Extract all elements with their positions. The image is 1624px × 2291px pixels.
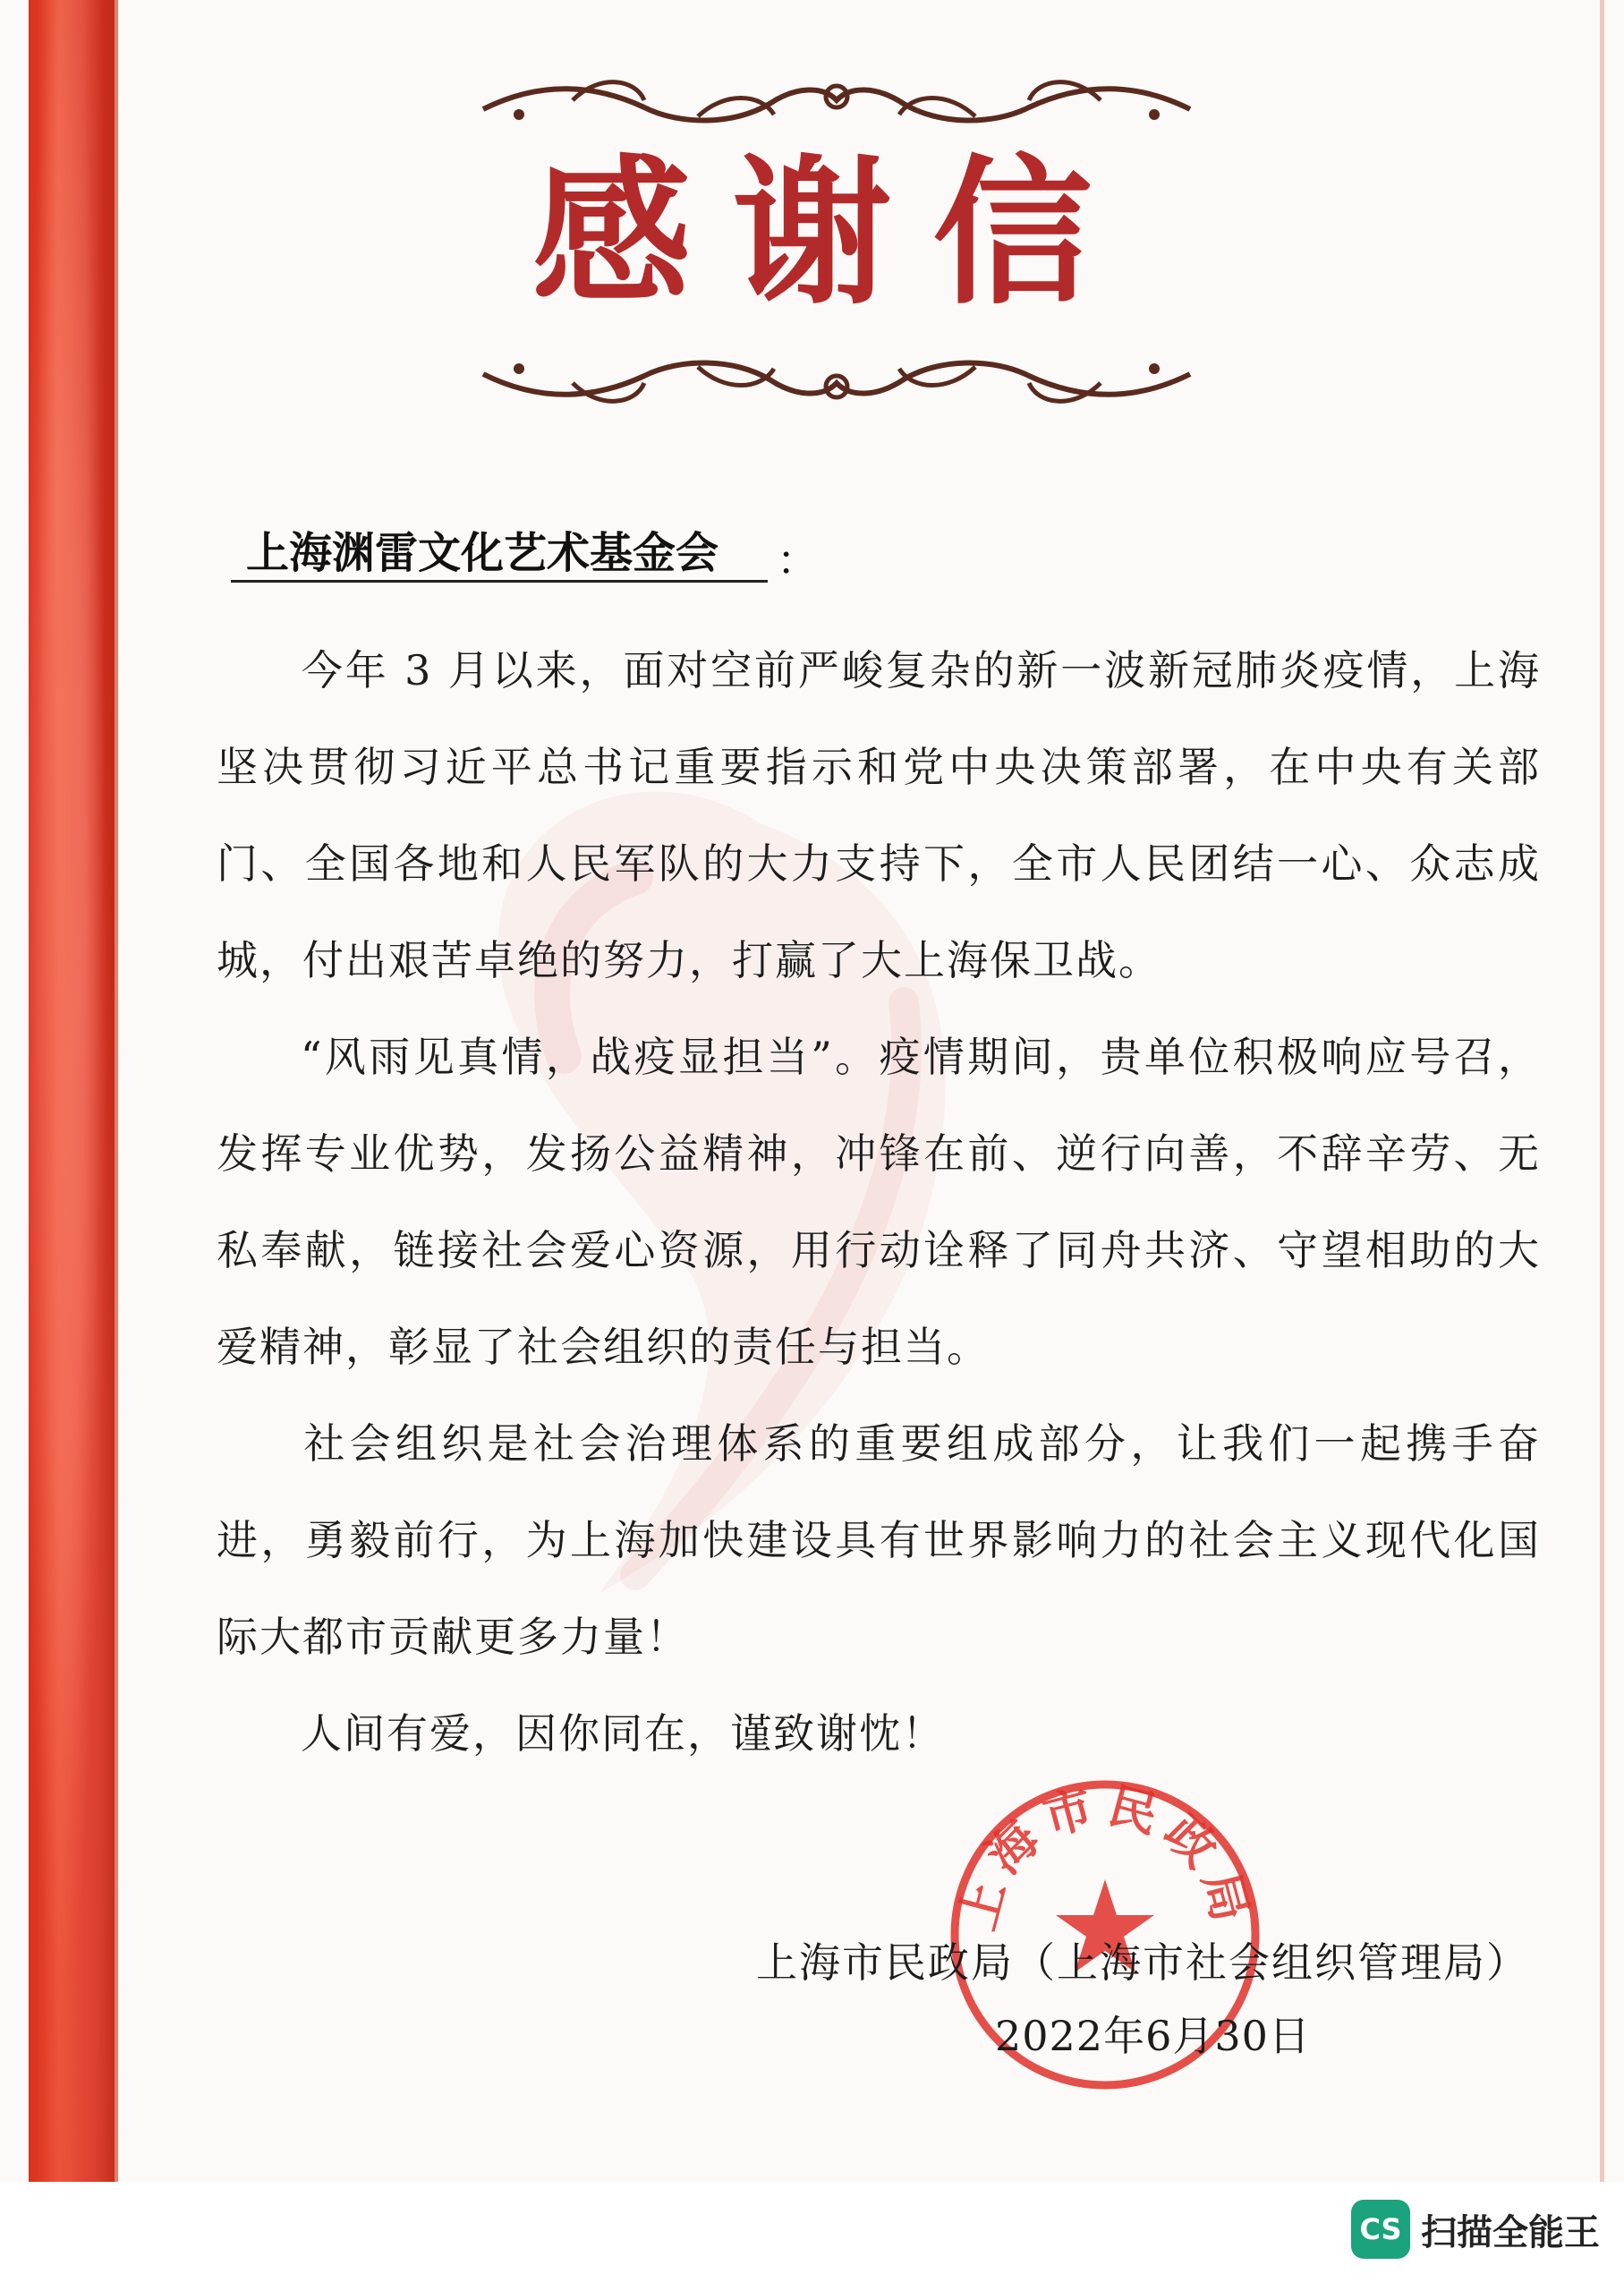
- letter-title: 感谢信: [531, 139, 1134, 326]
- top-ornament: [465, 73, 1208, 136]
- body-paragraph-4: [217, 1685, 1541, 1782]
- left-red-band: [29, 0, 115, 2182]
- paragraph-text: 人间有爱，因你同在，谨致谢忱！: [301, 1709, 945, 1758]
- body-paragraph-1: [217, 622, 1541, 1009]
- paragraph-text: “风雨见真情，战疫显担当”。疫情期间，贵单位积极响应号召，发挥专业优势，发扬公益精神，冲锋在前、逆行向善，不辞辛劳、无私奉献，链接社会爱心资源，用行动诠释了同舟共济、守望相助的大爱精神，彰显了社会组织的责任与担当。: [217, 1033, 1541, 1371]
- seal-text: 上海市民政局: [948, 1776, 1263, 1937]
- paragraph-text: 今年 3 月以来，面对空前严峻复杂的新一波新冠肺炎疫情，上海坚决贯彻习近平总书记重要指示和党中央决策部署，在中央有关部门、全国各地和人民军队的大力支持下，全市人民团结一心、众志成城，付出艰苦卓绝的努力，打赢了大上海保卫战。: [217, 646, 1541, 984]
- scanner-watermark: [1351, 2197, 1600, 2261]
- recipient-name: 上海渊雷文化艺术基金会: [246, 528, 719, 578]
- band-pattern: [29, 0, 115, 2182]
- recipient-colon: ：: [777, 536, 818, 584]
- right-edge-line: [1600, 0, 1604, 2182]
- camscanner-logo-icon: CS: [1351, 2200, 1410, 2259]
- recipient-underline: [231, 580, 768, 583]
- issuer-name: 上海市民政局（上海市社会组织管理局）: [756, 1938, 1529, 1987]
- issue-date: 2022年6月30日: [995, 2012, 1311, 2060]
- body-paragraph-2: [217, 1009, 1541, 1395]
- body-paragraph-3: [217, 1395, 1541, 1685]
- paragraph-text: 社会组织是社会治理体系的重要组成部分，让我们一起携手奋进，勇毅前行，为上海加快建设具有世界影响力的社会主义现代化国际大都市贡献更多力量！: [217, 1419, 1541, 1661]
- bottom-ornament: [465, 347, 1208, 410]
- band-edge-line: [115, 0, 118, 2182]
- watermark-text: 扫描全能王: [1421, 2211, 1600, 2253]
